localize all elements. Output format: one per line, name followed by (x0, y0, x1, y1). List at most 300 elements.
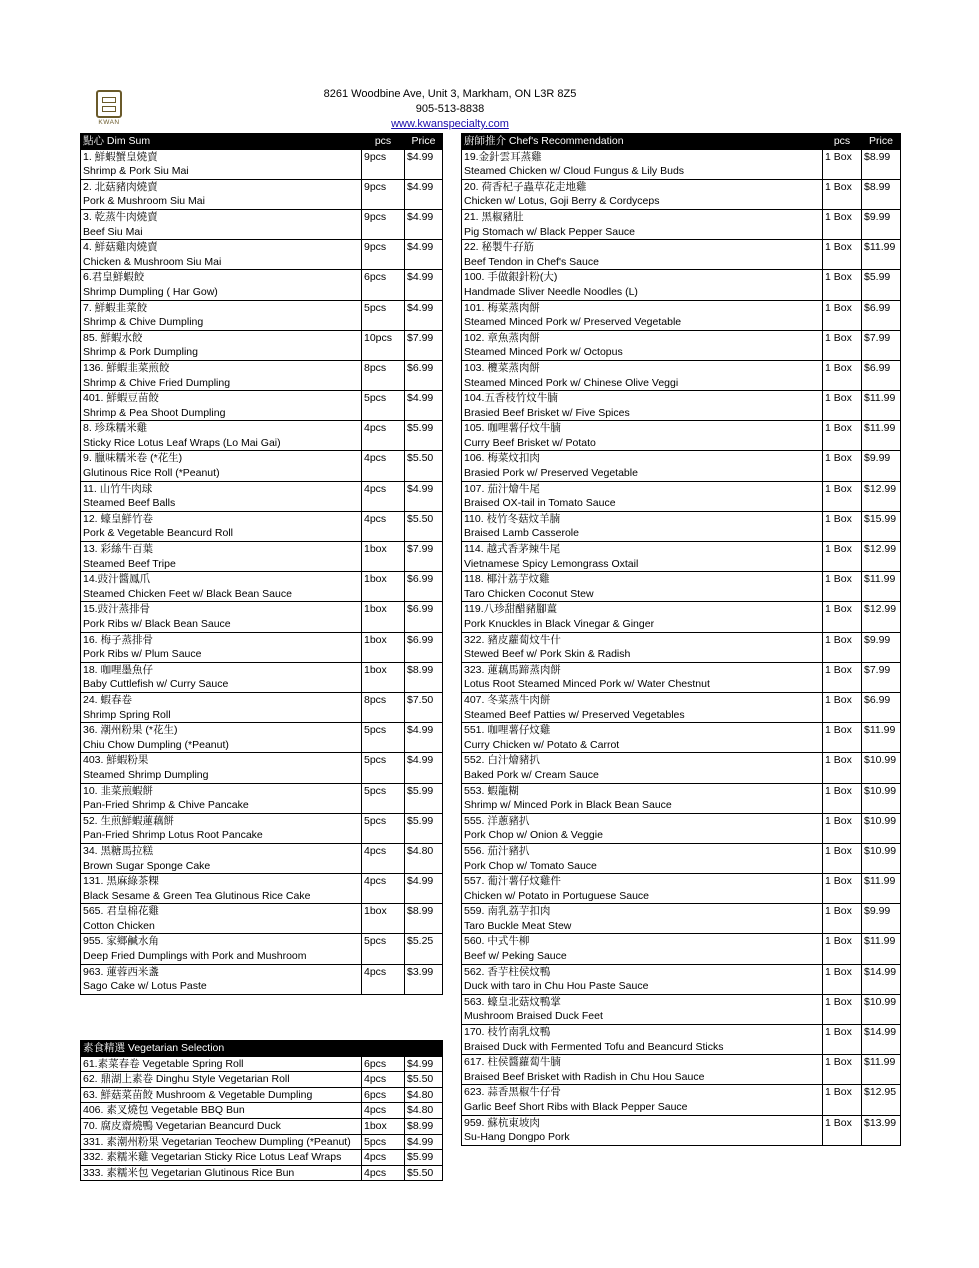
item-english-name: Braised Beef Brisket with Radish in Chu Hou Sauce (462, 1070, 823, 1085)
item-price: $5.99 (405, 813, 443, 843)
item-english-name: Chicken & Mushroom Siu Mai (81, 255, 362, 270)
item-chinese-name: 118. 椰汁荔芋炆雞 (462, 572, 823, 587)
item-quantity: 4pcs (362, 843, 405, 873)
item-quantity: 5pcs (362, 813, 405, 843)
item-chinese-name: 623. 蒜香黑椒牛仔骨 (462, 1085, 823, 1100)
item-price: $15.99 (862, 511, 901, 541)
item-name: 406. 素叉燒包 Vegetable BBQ Bun (81, 1103, 362, 1119)
item-quantity: 1 Box (823, 632, 862, 662)
item-chinese-name: 552. 白汁燴豬扒 (462, 753, 823, 768)
item-english-name: Steamed Shrimp Dumpling (81, 768, 362, 783)
item-price: $4.99 (405, 391, 443, 421)
item-english-name: Brasied Beef Brisket w/ Five Spices (462, 406, 823, 421)
item-price: $11.99 (862, 1055, 901, 1085)
item-quantity: 1 Box (823, 300, 862, 330)
menu-item-row (462, 240, 901, 255)
item-price: $4.80 (405, 1087, 443, 1103)
website-link[interactable]: www.kwanspecialty.com (391, 118, 509, 130)
menu-item-row (462, 994, 901, 1009)
item-quantity: 9pcs (362, 179, 405, 209)
item-quantity: 1box (362, 904, 405, 934)
menu-item-row (81, 662, 443, 677)
item-name: 332. 素糯米雞 Vegetarian Sticky Rice Lotus Leaf Wraps (81, 1150, 362, 1166)
address: 8261 Woodbine Ave, Unit 3, Markham, ON L3R 8Z5 (323, 88, 577, 100)
item-english-name: Handmade Sliver Needle Noodles (L) (462, 285, 823, 300)
item-english-name: Pork & Mushroom Siu Mai (81, 194, 362, 209)
item-price: $11.99 (862, 391, 901, 421)
item-quantity: 4pcs (362, 964, 405, 994)
item-price: $10.99 (862, 753, 901, 783)
item-chinese-name: 15.豉汁蒸排骨 (81, 602, 362, 617)
item-price: $12.99 (862, 481, 901, 511)
item-quantity: 5pcs (362, 300, 405, 330)
item-chinese-name: 401. 鮮蝦豆苗餃 (81, 391, 362, 406)
item-quantity: 1box (362, 602, 405, 632)
menu-item-row (81, 542, 443, 557)
item-quantity: 10pcs (362, 330, 405, 360)
dim-sum-title: 點心 Dim Sum (81, 134, 362, 150)
item-price: $6.99 (862, 360, 901, 390)
menu-item-row (462, 874, 901, 889)
item-price: $13.99 (862, 1115, 901, 1145)
item-english-name: Steamed Minced Pork w/ Octopus (462, 345, 823, 360)
item-chinese-name: 14.豉汁醬鳳爪 (81, 572, 362, 587)
item-english-name: Pork Chop w/ Tomato Sauce (462, 859, 823, 874)
item-quantity: 4pcs (362, 1072, 405, 1088)
item-chinese-name: 551. 咖哩薯仔炆雞 (462, 723, 823, 738)
item-chinese-name: 963. 蓮蓉西米盞 (81, 964, 362, 979)
item-price: $11.99 (862, 572, 901, 602)
menu-item-row (81, 692, 443, 707)
menu-item-row (81, 843, 443, 858)
menu-item-row (462, 149, 901, 164)
item-english-name: Shrimp w/ Minced Pork in Black Bean Sauce (462, 798, 823, 813)
item-chinese-name: 553. 蝦龍糊 (462, 783, 823, 798)
menu-item-row (462, 1055, 901, 1070)
item-chinese-name: 100. 手做銀針粉(大) (462, 270, 823, 285)
vegetarian-item-row (81, 1134, 443, 1150)
item-quantity: 1 Box (823, 149, 862, 179)
item-english-name: Sago Cake w/ Lotus Paste (81, 979, 362, 994)
item-quantity: 1 Box (823, 662, 862, 692)
item-chinese-name: 170. 枝竹南乳炆鴨 (462, 1025, 823, 1040)
store-info (300, 87, 600, 132)
item-chinese-name: 6.君皇鮮蝦餃 (81, 270, 362, 285)
item-english-name: Shrimp & Chive Fried Dumpling (81, 376, 362, 391)
menu-item-row (81, 179, 443, 194)
item-chinese-name: 13. 彩絲牛百葉 (81, 542, 362, 557)
vegetarian-item-row (81, 1056, 443, 1072)
item-price: $8.99 (862, 179, 901, 209)
item-quantity: 1 Box (823, 934, 862, 964)
item-quantity: 5pcs (362, 753, 405, 783)
item-quantity: 1 Box (823, 783, 862, 813)
item-chinese-name: 3. 乾蒸牛肉燒賣 (81, 209, 362, 224)
item-english-name: Shrimp & Chive Dumpling (81, 315, 362, 330)
item-price: $4.99 (405, 240, 443, 270)
item-quantity: 4pcs (362, 1103, 405, 1119)
item-price: $4.99 (405, 179, 443, 209)
menu-item-row (462, 723, 901, 738)
item-quantity: 1 Box (823, 451, 862, 481)
item-price: $6.99 (405, 360, 443, 390)
item-price: $5.50 (405, 451, 443, 481)
menu-item-row (81, 421, 443, 436)
item-english-name: Pork Chop w/ Onion & Veggie (462, 828, 823, 843)
menu-item-row (462, 1085, 901, 1100)
item-price: $5.25 (405, 934, 443, 964)
item-price: $8.99 (405, 904, 443, 934)
item-chinese-name: 131. 黑麻綠茶粿 (81, 874, 362, 889)
item-price: $14.99 (862, 964, 901, 994)
item-quantity: 4pcs (362, 451, 405, 481)
item-english-name: Beef Siu Mai (81, 225, 362, 240)
item-english-name: Lotus Root Steamed Minced Pork w/ Water Chestnut (462, 677, 823, 692)
menu-item-row (81, 813, 443, 828)
item-quantity: 1 Box (823, 1055, 862, 1085)
menu-item-row (462, 270, 901, 285)
item-name: 333. 素糯米包 Vegetarian Glutinous Rice Bun (81, 1165, 362, 1181)
item-price: $7.50 (405, 692, 443, 722)
item-english-name: Baby Cuttlefish w/ Curry Sauce (81, 677, 362, 692)
item-quantity: 1 Box (823, 723, 862, 753)
menu-item-row (462, 692, 901, 707)
menu-item-row (462, 783, 901, 798)
menu-item-row (81, 783, 443, 798)
item-price: $9.99 (862, 632, 901, 662)
item-english-name: Beef Tendon in Chef's Sauce (462, 255, 823, 270)
item-price: $9.99 (862, 451, 901, 481)
item-quantity: 9pcs (362, 240, 405, 270)
menu-item-row (81, 451, 443, 466)
menu-item-row (462, 662, 901, 677)
item-chinese-name: 19.金針雲耳蒸雞 (462, 149, 823, 164)
item-english-name: Shrimp & Pork Dumpling (81, 345, 362, 360)
item-english-name: Steamed Chicken w/ Cloud Fungus & Lily Buds (462, 164, 823, 179)
menu-item-row (462, 813, 901, 828)
item-quantity: 4pcs (362, 874, 405, 904)
kwan-logo (94, 90, 124, 130)
item-chinese-name: 12. 蠔皇鮮竹卷 (81, 511, 362, 526)
item-chinese-name: 1. 鮮蝦蟹皇燒賣 (81, 149, 362, 164)
menu-item-row (462, 511, 901, 526)
vegetarian-title: 素食精選 Vegetarian Selection (81, 1041, 443, 1057)
item-price: $7.99 (405, 330, 443, 360)
item-price: $8.99 (405, 662, 443, 692)
item-english-name: Shrimp & Pork Siu Mai (81, 164, 362, 179)
item-name: 61.素菜春卷 Vegetable Spring Roll (81, 1056, 362, 1072)
item-chinese-name: 104.五香枝竹炆牛腩 (462, 391, 823, 406)
item-english-name: Braised OX-tail in Tomato Sauce (462, 496, 823, 511)
item-chinese-name: 21. 黑椒豬肚 (462, 209, 823, 224)
item-english-name: Duck with taro in Chu Hou Paste Sauce (462, 979, 823, 994)
item-chinese-name: 24. 蝦春卷 (81, 692, 362, 707)
item-english-name: Pork & Vegetable Beancurd Roll (81, 526, 362, 541)
item-chinese-name: 136. 鮮蝦韭菜煎餃 (81, 360, 362, 375)
item-quantity: 1 Box (823, 209, 862, 239)
item-english-name: Sticky Rice Lotus Leaf Wraps (Lo Mai Gai) (81, 436, 362, 451)
item-english-name: Black Sesame & Green Tea Glutinous Rice Cake (81, 889, 362, 904)
phone: 905-513-8838 (415, 103, 485, 115)
menu-item-row (81, 270, 443, 285)
item-quantity: 1 Box (823, 813, 862, 843)
menu-item-row (462, 481, 901, 496)
item-quantity: 1 Box (823, 1085, 862, 1115)
item-chinese-name: 7. 鮮蝦韭菜餃 (81, 300, 362, 315)
item-english-name: Chiu Chow Dumpling (*Peanut) (81, 738, 362, 753)
item-english-name: Pig Stomach w/ Black Pepper Sauce (462, 225, 823, 240)
item-chinese-name: 105. 咖哩薯仔炆牛腩 (462, 421, 823, 436)
item-quantity: 1 Box (823, 360, 862, 390)
item-price: $5.99 (405, 783, 443, 813)
item-quantity: 1 Box (823, 994, 862, 1024)
item-english-name: Brasied Pork w/ Preserved Vegetable (462, 466, 823, 481)
item-english-name: Pork Ribs w/ Black Bean Sauce (81, 617, 362, 632)
item-english-name: Braised Lamb Casserole (462, 526, 823, 541)
menu-item-row (462, 632, 901, 647)
item-chinese-name: 22. 秘製牛孖筋 (462, 240, 823, 255)
item-english-name: Steamed Beef Balls (81, 496, 362, 511)
menu-item-row (462, 330, 901, 345)
menu-item-row (81, 934, 443, 949)
pcs-header: pcs (362, 134, 405, 150)
item-price: $10.99 (862, 843, 901, 873)
item-quantity: 6pcs (362, 270, 405, 300)
menu-item-row (462, 843, 901, 858)
item-english-name: Chicken w/ Lotus, Goji Berry & Cordyceps (462, 194, 823, 209)
chef-recommendation-table (461, 133, 901, 1146)
item-price: $12.99 (862, 602, 901, 632)
item-price: $10.99 (862, 994, 901, 1024)
menu-item-row (81, 874, 443, 889)
menu-item-row (81, 209, 443, 224)
item-quantity: 1box (362, 572, 405, 602)
item-quantity: 1 Box (823, 692, 862, 722)
item-price: $4.80 (405, 843, 443, 873)
menu-item-row (81, 240, 443, 255)
item-quantity: 5pcs (362, 934, 405, 964)
item-chinese-name: 20. 荷香杞子蟲草花走地雞 (462, 179, 823, 194)
item-chinese-name: 322. 豬皮蘿蔔炆牛什 (462, 632, 823, 647)
menu-item-row (462, 542, 901, 557)
vegetarian-item-row (81, 1072, 443, 1088)
item-english-name: Shrimp Spring Roll (81, 708, 362, 723)
item-quantity: 1box (362, 542, 405, 572)
item-english-name: Taro Buckle Meat Stew (462, 919, 823, 934)
item-quantity: 9pcs (362, 149, 405, 179)
item-chinese-name: 103. 欖菜蒸肉餅 (462, 360, 823, 375)
item-quantity: 4pcs (362, 1165, 405, 1181)
item-english-name: Stewed Beef w/ Pork Skin & Radish (462, 647, 823, 662)
item-english-name: Shrimp & Pea Shoot Dumpling (81, 406, 362, 421)
menu-item-row (81, 300, 443, 315)
item-quantity: 1 Box (823, 1025, 862, 1055)
item-price: $3.99 (405, 964, 443, 994)
logo-icon (96, 90, 122, 118)
item-quantity: 5pcs (362, 723, 405, 753)
item-chinese-name: 559. 南乳荔芋扣肉 (462, 904, 823, 919)
item-english-name: Pork Ribs w/ Plum Sauce (81, 647, 362, 662)
item-quantity: 1box (362, 632, 405, 662)
item-english-name: Taro Chicken Coconut Stew (462, 587, 823, 602)
menu-item-row (81, 481, 443, 496)
menu-item-row (81, 723, 443, 738)
item-chinese-name: 562. 香芋柱侯炆鴨 (462, 964, 823, 979)
menu-item-row (462, 451, 901, 466)
item-price: $6.99 (405, 572, 443, 602)
item-name: 63. 鮮菇菜苗餃 Mushroom & Vegetable Dumpling (81, 1087, 362, 1103)
menu-item-row (81, 572, 443, 587)
item-price: $4.99 (405, 300, 443, 330)
item-english-name: Cotton Chicken (81, 919, 362, 934)
item-quantity: 4pcs (362, 481, 405, 511)
item-chinese-name: 617. 柱侯醬蘿蔔牛腩 (462, 1055, 823, 1070)
logo-text: KWAN (98, 119, 120, 126)
item-name: 331. 素潮州粉果 Vegetarian Teochew Dumpling (*Peanut) (81, 1134, 362, 1150)
item-quantity: 1 Box (823, 964, 862, 994)
item-price: $10.99 (862, 813, 901, 843)
item-quantity: 1 Box (823, 330, 862, 360)
item-quantity: 5pcs (362, 391, 405, 421)
item-price: $4.99 (405, 753, 443, 783)
item-chinese-name: 8. 珍珠糯米雞 (81, 421, 362, 436)
item-chinese-name: 107. 茄汁燴牛尾 (462, 481, 823, 496)
item-price: $4.99 (405, 270, 443, 300)
item-chinese-name: 407. 冬菜蒸牛肉餅 (462, 692, 823, 707)
item-price: $5.99 (405, 421, 443, 451)
item-quantity: 1box (362, 662, 405, 692)
vegetarian-item-row (81, 1165, 443, 1181)
item-chinese-name: 106. 梅菜炆扣肉 (462, 451, 823, 466)
vegetarian-item-row (81, 1103, 443, 1119)
item-quantity: 1 Box (823, 572, 862, 602)
item-quantity: 1 Box (823, 481, 862, 511)
item-quantity: 1 Box (823, 904, 862, 934)
item-price: $6.99 (862, 692, 901, 722)
item-price: $10.99 (862, 783, 901, 813)
item-chinese-name: 18. 咖哩墨魚仔 (81, 662, 362, 677)
item-english-name: Steamed Beef Tripe (81, 557, 362, 572)
item-price: $4.99 (405, 1056, 443, 1072)
item-price: $6.99 (405, 602, 443, 632)
item-chinese-name: 323. 蓮藕馬蹄蒸肉餅 (462, 662, 823, 677)
vegetarian-item-row (81, 1118, 443, 1134)
menu-item-row (462, 753, 901, 768)
item-chinese-name: 955. 家鄉鹹水角 (81, 934, 362, 949)
item-chinese-name: 9. 臘味糯米卷 (*花生) (81, 451, 362, 466)
item-english-name: Braised Duck with Fermented Tofu and Beancurd Sticks (462, 1040, 823, 1055)
menu-item-row (81, 511, 443, 526)
item-english-name: Steamed Chicken Feet w/ Black Bean Sauce (81, 587, 362, 602)
item-quantity: 1 Box (823, 874, 862, 904)
item-english-name: Su-Hang Dongpo Pork (462, 1130, 823, 1145)
item-english-name: Curry Chicken w/ Potato & Carrot (462, 738, 823, 753)
menu-item-row (81, 360, 443, 375)
item-quantity: 1 Box (823, 179, 862, 209)
item-price: $7.99 (405, 542, 443, 572)
item-english-name: Pan-Fried Shrimp & Chive Pancake (81, 798, 362, 813)
item-quantity: 1 Box (823, 511, 862, 541)
pcs-header: pcs (823, 134, 862, 150)
item-quantity: 5pcs (362, 783, 405, 813)
item-price: $4.99 (405, 481, 443, 511)
item-quantity: 1 Box (823, 270, 862, 300)
menu-item-row (462, 209, 901, 224)
item-english-name: Chicken w/ Potato in Portuguese Sauce (462, 889, 823, 904)
item-quantity: 1 Box (823, 843, 862, 873)
item-price: $4.99 (405, 149, 443, 179)
item-chinese-name: 4. 鮮菇雞肉燒賣 (81, 240, 362, 255)
item-price: $9.99 (862, 904, 901, 934)
item-price: $4.99 (405, 723, 443, 753)
item-price: $8.99 (405, 1118, 443, 1134)
item-chinese-name: 563. 蠔皇北菇炆鴨掌 (462, 994, 823, 1009)
item-price: $6.99 (862, 300, 901, 330)
item-price: $14.99 (862, 1025, 901, 1055)
item-english-name: Glutinous Rice Roll (*Peanut) (81, 466, 362, 481)
item-english-name: Baked Pork w/ Cream Sauce (462, 768, 823, 783)
item-chinese-name: 403. 鮮蝦粉果 (81, 753, 362, 768)
menu-item-row (462, 300, 901, 315)
item-quantity: 1 Box (823, 240, 862, 270)
item-price: $5.99 (862, 270, 901, 300)
item-chinese-name: 119.八珍甜醋豬腳薑 (462, 602, 823, 617)
item-price: $7.99 (862, 330, 901, 360)
item-english-name: Garlic Beef Short Ribs with Black Pepper Sauce (462, 1100, 823, 1115)
item-chinese-name: 52. 生煎鮮蝦蓮藕餅 (81, 813, 362, 828)
item-quantity: 5pcs (362, 1134, 405, 1150)
item-english-name: Pork Knuckles in Black Vinegar & Ginger (462, 617, 823, 632)
item-chinese-name: 555. 洋蔥豬扒 (462, 813, 823, 828)
chef-title: 廚師推介 Chef's Recommendation (462, 134, 823, 150)
menu-item-row (462, 1115, 901, 1130)
menu-item-row (81, 964, 443, 979)
item-chinese-name: 102. 章魚蒸肉餅 (462, 330, 823, 345)
item-english-name: Vietnamese Spicy Lemongrass Oxtail (462, 557, 823, 572)
item-chinese-name: 959. 蘇杭東坡肉 (462, 1115, 823, 1130)
item-english-name: Deep Fried Dumplings with Pork and Mushroom (81, 949, 362, 964)
item-price: $4.80 (405, 1103, 443, 1119)
item-price: $11.99 (862, 240, 901, 270)
item-chinese-name: 556. 茄汁豬扒 (462, 843, 823, 858)
item-quantity: 9pcs (362, 209, 405, 239)
item-price: $12.99 (862, 542, 901, 572)
item-chinese-name: 110. 枝竹冬菇炆羊腩 (462, 511, 823, 526)
item-price: $5.50 (405, 511, 443, 541)
item-english-name: Mushroom Braised Duck Feet (462, 1009, 823, 1024)
item-quantity: 1box (362, 1118, 405, 1134)
item-quantity: 1 Box (823, 602, 862, 632)
item-chinese-name: 2. 北菇豬肉燒賣 (81, 179, 362, 194)
vegetarian-item-row (81, 1150, 443, 1166)
item-chinese-name: 85. 鮮蝦水餃 (81, 330, 362, 345)
menu-item-row (462, 179, 901, 194)
item-price: $11.99 (862, 934, 901, 964)
item-quantity: 8pcs (362, 692, 405, 722)
item-price: $11.99 (862, 421, 901, 451)
item-chinese-name: 10. 韭菜煎蝦餅 (81, 783, 362, 798)
item-english-name: Curry Beef Brisket w/ Potato (462, 436, 823, 451)
menu-item-row (81, 149, 443, 164)
item-english-name: Beef w/ Peking Sauce (462, 949, 823, 964)
item-name: 70. 腐皮齋燒鴨 Vegetarian Beancurd Duck (81, 1118, 362, 1134)
menu-item-row (81, 753, 443, 768)
menu-item-row (81, 330, 443, 345)
menu-item-row (462, 1025, 901, 1040)
menu-item-row (462, 964, 901, 979)
item-chinese-name: 16. 梅子蒸排骨 (81, 632, 362, 647)
item-chinese-name: 34. 黑糖馬拉糕 (81, 843, 362, 858)
